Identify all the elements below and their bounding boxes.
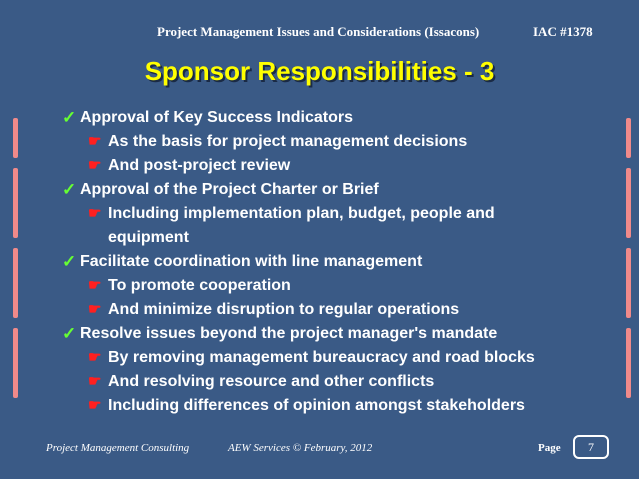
bullet-item bbox=[62, 250, 622, 274]
header-topic: Project Management Issues and Considerations (Issacons) bbox=[157, 24, 480, 39]
checkmark-icon: ✓ bbox=[62, 324, 77, 343]
footer-copyright: AEW Services © February, 2012 bbox=[228, 442, 373, 454]
left-decor-bar-4 bbox=[13, 328, 18, 398]
left-decor-bar-1 bbox=[13, 118, 18, 158]
page-label: Page bbox=[538, 442, 561, 454]
sub-bullet-continuation bbox=[62, 226, 622, 250]
pointing-hand-icon: ☛ bbox=[88, 157, 102, 174]
left-decor-bar-2 bbox=[13, 168, 18, 238]
left-decor-bar-3 bbox=[13, 248, 18, 318]
sub-bullet-text: By removing management bureaucracy and road blocks bbox=[108, 349, 535, 366]
sub-bullet-text: To promote cooperation bbox=[108, 277, 291, 294]
checkmark-icon: ✓ bbox=[62, 108, 77, 127]
bullet-text: Resolve issues beyond the project manager's mandate bbox=[80, 325, 498, 342]
right-decor-bar-2 bbox=[626, 168, 631, 238]
checkmark-icon: ✓ bbox=[62, 252, 77, 271]
bullet-text: Approval of the Project Charter or Brief bbox=[80, 181, 379, 198]
sub-bullet-item bbox=[62, 274, 622, 298]
sub-bullet-text: Including implementation plan, budget, people and bbox=[108, 205, 495, 222]
sub-bullet-item bbox=[62, 154, 622, 178]
pointing-hand-icon: ☛ bbox=[88, 397, 102, 414]
right-decor-bar-3 bbox=[626, 248, 631, 318]
pointing-hand-icon: ☛ bbox=[88, 133, 102, 150]
slide-footer bbox=[0, 442, 639, 460]
bullet-text: Approval of Key Success Indicators bbox=[80, 109, 353, 126]
header-code: IAC #1378 bbox=[533, 24, 593, 39]
pointing-hand-icon: ☛ bbox=[88, 277, 102, 294]
bullet-list bbox=[62, 106, 622, 418]
bullet-item bbox=[62, 178, 622, 202]
sub-bullet-text: And resolving resource and other conflicts bbox=[108, 373, 435, 390]
pointing-hand-icon: ☛ bbox=[88, 205, 102, 222]
sub-bullet-item bbox=[62, 298, 622, 322]
page-number-box: 7 bbox=[573, 435, 609, 459]
sub-bullet-text: And minimize disruption to regular operations bbox=[108, 301, 460, 318]
pointing-hand-icon: ☛ bbox=[88, 349, 102, 366]
sub-bullet-item bbox=[62, 202, 622, 226]
sub-bullet-text: And post-project review bbox=[108, 157, 291, 174]
sub-bullet-item bbox=[62, 370, 622, 394]
pointing-hand-icon: ☛ bbox=[88, 373, 102, 390]
sub-bullet-item bbox=[62, 346, 622, 370]
footer-company: Project Management Consulting bbox=[46, 442, 190, 454]
bullet-text: Facilitate coordination with line management bbox=[80, 253, 423, 270]
slide-header bbox=[0, 24, 639, 42]
slide-title: Sponsor Responsibilities - 3 bbox=[144, 56, 495, 86]
bullet-item bbox=[62, 106, 622, 130]
right-decor-bar-1 bbox=[626, 118, 631, 158]
right-decor-bar-4 bbox=[626, 328, 631, 398]
pointing-hand-icon: ☛ bbox=[88, 301, 102, 318]
sub-bullet-text: equipment bbox=[108, 229, 189, 246]
sub-bullet-item bbox=[62, 130, 622, 154]
sub-bullet-item bbox=[62, 394, 622, 418]
sub-bullet-text: Including differences of opinion amongst stakeholders bbox=[108, 397, 525, 414]
bullet-item bbox=[62, 322, 622, 346]
checkmark-icon: ✓ bbox=[62, 180, 77, 199]
sub-bullet-text: As the basis for project management decisions bbox=[108, 133, 468, 150]
